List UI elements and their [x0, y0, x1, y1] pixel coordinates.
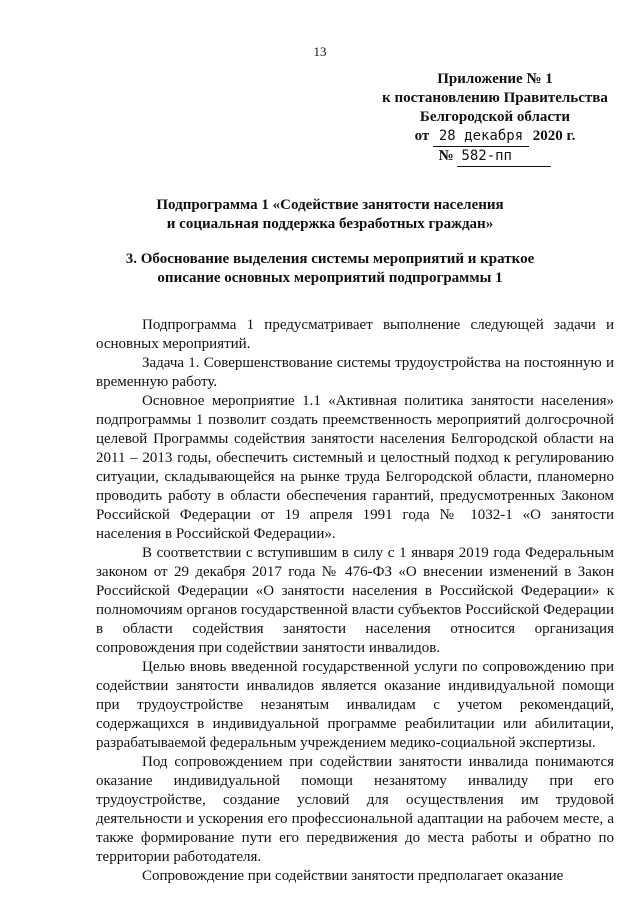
appendix-region-line: Белгородской области — [419, 109, 571, 125]
document-number: 582-пп — [457, 147, 551, 167]
paragraph: Основное мероприятие 1.1 «Активная политика занятости населения» подпрограммы 1 позволит создать преемственность мероприятий долгосрочной целевой Программы содействия занятости населения Белгородской области на 2011 – 2013 годы, обеспечить системный и целостный подход к регулированию ситуации, складывающейся на рынке труда Белгородской области, планомерно проводить работу в области обеспечения гарантий, предусмотренных Законом Российской Федерации от 19 апреля 1991 года № 1032-1 «О занятости населения в Российской Федерации». — [96, 393, 614, 542]
appendix-resolution-line: к постановлению Правительства — [382, 90, 608, 106]
paragraph: Целью вновь введенной государственной услуги по сопровождению при содействии занятости инвалидов является оказание индивидуальной помощи при трудоустройстве незанятым инвалидам с учетом рекомендаций, содержащихся в индивидуальной программе реабилитации или абилитации, разрабатываемой федеральным учреждением медико-социальной экспертизы. — [96, 659, 614, 751]
subprogram-title-line-2: и социальная поддержка безработных граждан» — [166, 216, 494, 232]
appendix-header — [370, 70, 620, 167]
number-prefix: № — [438, 148, 454, 164]
appendix-date-line — [370, 127, 620, 147]
section-title-line-1: 3. Обоснование выделения системы мероприятий и краткое — [125, 251, 535, 267]
section-title-line-2: описание основных мероприятий подпрограммы 1 — [157, 270, 503, 286]
paragraph: Под сопровождением при содействии занятости инвалида понимаются оказание индивидуальной помощи незанятому инвалиду при его трудоустройстве, создание условий для осуществления им трудовой деятельности и ускорения его профессиональной адаптации на рабочем месте, а также формирование пути его передвижения до места работы и обратно по территории работодателя. — [96, 754, 614, 865]
date-year: 2020 г. — [532, 128, 576, 144]
subprogram-title-line-1: Подпрограмма 1 «Содействие занятости населения — [156, 197, 504, 213]
body-text — [96, 316, 614, 886]
page-number: 13 — [313, 44, 327, 59]
appendix-number-line — [370, 147, 620, 167]
date-day-month: 28 декабря — [433, 127, 529, 147]
section-title — [80, 250, 580, 288]
paragraph: Сопровождение при содействии занятости предполагает оказание — [142, 868, 564, 884]
paragraph: Задача 1. Совершенствование системы трудоустройства на постоянную и временную работу. — [96, 355, 614, 390]
appendix-title: Приложение № 1 — [437, 71, 553, 87]
date-prefix: от — [414, 128, 430, 144]
paragraph: Подпрограмма 1 предусматривает выполнение следующей задачи и основных мероприятий. — [96, 317, 614, 352]
subprogram-title — [80, 196, 580, 234]
paragraph: В соответствии с вступившим в силу с 1 января 2019 года Федеральным законом от 29 декабря 2017 года № 476-ФЗ «О внесении изменений в Закон Российской Федерации «О занятости населения в Российской Федерации» к полномочиям органов государственной власти субъектов Российской Федерации в области содействия занятости населения относится организация сопровождения при содействии занятости инвалидов. — [96, 545, 614, 656]
